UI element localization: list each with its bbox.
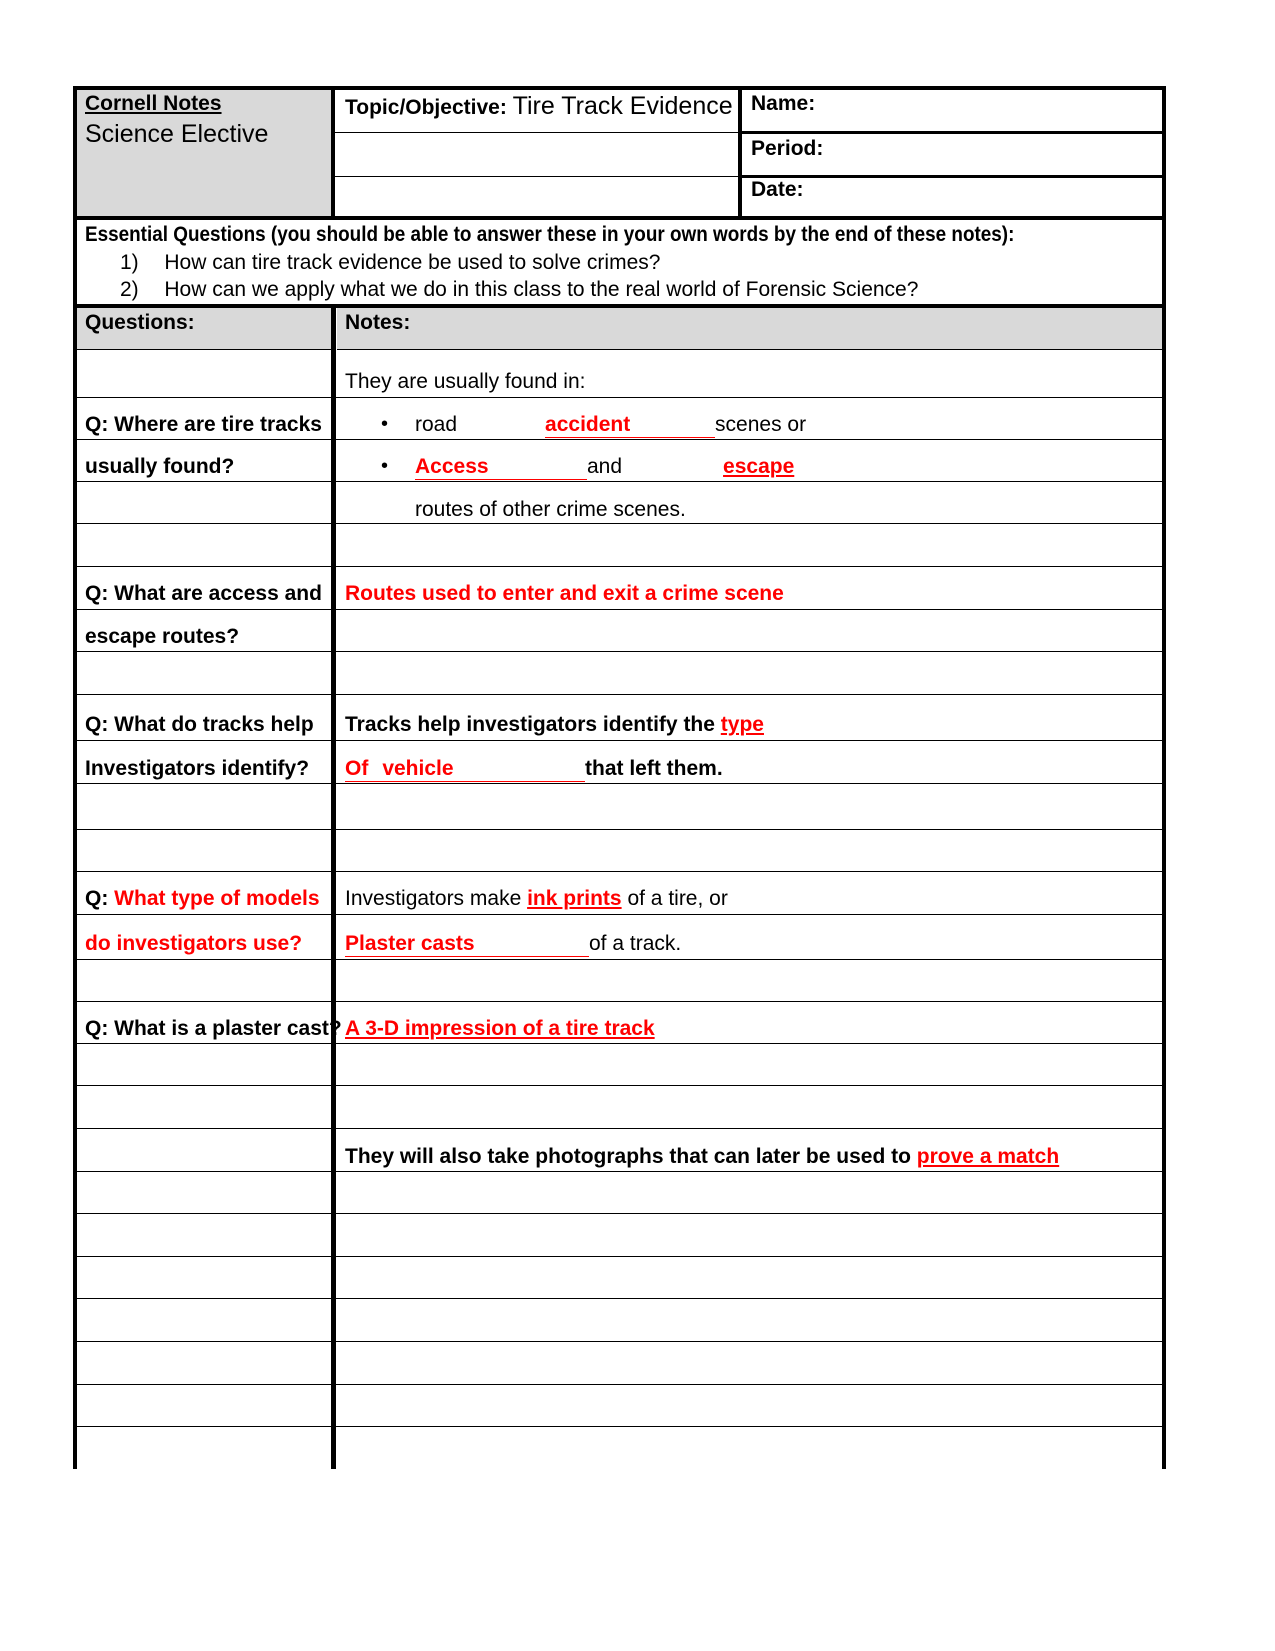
essential-question-2 <box>120 278 918 302</box>
models-line-1-text: Investigators make <box>345 887 522 910</box>
question-1-line-2: usually found? <box>85 455 235 478</box>
models-line-2 <box>345 932 681 957</box>
routes-line: routes of other crime scenes. <box>415 498 686 521</box>
date-label: Date: <box>751 178 804 201</box>
tracks-line-2 <box>345 757 723 782</box>
bullet-1-answer: accident <box>545 413 631 436</box>
notes-header-label: Notes: <box>345 311 411 334</box>
name-label: Name: <box>751 92 816 115</box>
photo-answer: prove a match <box>916 1145 1060 1168</box>
topic-value: Tire Track Evidence <box>512 92 733 120</box>
cast-answer: A 3-D impression of a tire track <box>345 1017 655 1040</box>
eq1-text: How can tire track evidence be used to solve crimes? <box>164 251 661 274</box>
cornell-notes-label: Cornell Notes <box>85 92 222 115</box>
bullet-1-text: road <box>415 413 458 436</box>
tracks-blank <box>345 757 585 782</box>
column-divider <box>331 308 336 1469</box>
tracks-answer-type: type <box>720 713 764 736</box>
note-bullet-2 <box>415 455 794 480</box>
question-4-line-2: do investigators use? <box>85 932 303 955</box>
photo-line <box>345 1145 1059 1169</box>
models-answer-ink-prints: ink prints <box>527 887 622 910</box>
left-border <box>73 216 77 1469</box>
eq1-number: 1) <box>120 251 139 274</box>
tracks-line-2-text: that left them. <box>585 757 723 780</box>
bullet-2-answer-2: escape <box>723 455 795 478</box>
bullet-1-suffix: scenes or <box>715 413 807 436</box>
bullet-1-blank <box>545 413 715 438</box>
question-4-prefix: Q: <box>85 887 109 910</box>
photo-line-text: They will also take photographs that can later be used to <box>345 1145 911 1168</box>
tracks-answer-of: Of <box>345 757 369 780</box>
note-bullet-1 <box>415 413 806 438</box>
question-1-line-1: Q: Where are tire tracks <box>85 413 322 436</box>
question-3-line-1: Q: What do tracks help <box>85 713 314 736</box>
course-name: Science Elective <box>85 120 269 148</box>
essential-question-1 <box>120 251 660 275</box>
eq2-number: 2) <box>120 278 139 301</box>
models-line-2-suffix: of a track. <box>589 932 682 955</box>
question-2-line-2: escape routes? <box>85 625 240 648</box>
topic-label: Topic/Objective: <box>345 96 507 119</box>
question-2-line-1: Q: What are access and <box>85 582 322 605</box>
questions-header-label: Questions: <box>85 311 195 334</box>
routes-answer: Routes used to enter and exit a crime scene <box>345 582 784 605</box>
essential-questions-heading: Essential Questions (you should be able to answer these in your own words by the end of these notes): <box>85 223 1015 246</box>
eq2-text: How can we apply what we do in this class to the real world of Forensic Science? <box>164 278 919 301</box>
topic-objective <box>345 94 733 120</box>
tracks-answer-vehicle: vehicle <box>382 757 454 780</box>
bullet-2: • <box>381 455 389 477</box>
question-3-line-2: Investigators identify? <box>85 757 310 780</box>
tracks-line-1-text: Tracks help investigators identify the <box>345 713 715 736</box>
tracks-line-1 <box>345 713 764 737</box>
bullet-2-and: and <box>587 455 623 478</box>
period-label: Period: <box>751 137 824 160</box>
bullet-2-answer: Access <box>415 455 489 478</box>
models-line-1 <box>345 887 728 911</box>
models-answer-plaster-casts: Plaster casts <box>345 932 475 955</box>
found-intro: They are usually found in: <box>345 370 586 393</box>
models-line-1-suffix: of a tire, or <box>627 887 728 910</box>
right-border <box>1162 216 1166 1469</box>
bullet-1: • <box>381 413 389 435</box>
question-4-line-1 <box>85 887 320 911</box>
models-blank <box>345 932 589 957</box>
bullet-2-blank <box>415 455 587 480</box>
question-5: Q: What is a plaster cast? <box>85 1017 342 1040</box>
question-4-text: What type of models <box>114 887 320 910</box>
notes-column-header <box>337 308 1162 350</box>
